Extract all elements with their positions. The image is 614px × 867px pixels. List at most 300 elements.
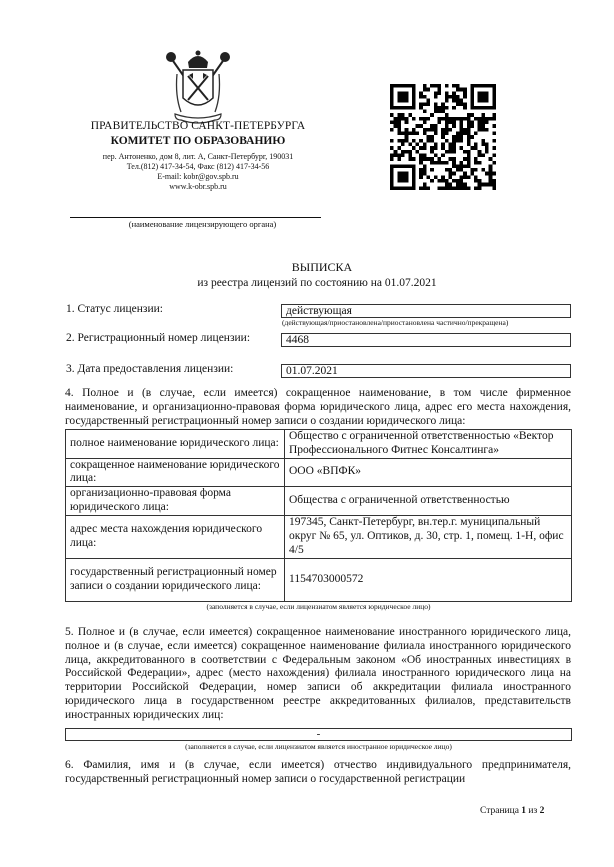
registration-number-value: 4468 [281, 333, 571, 347]
section-4-text: 4. Полное и (в случае, если имеется) сокращенное наименование, в том числе фирменное наименование, и организационно-правовая форма юридического лица, адрес его места нахождения, государственный регистрационный номер записи о создании юридического лица: [65, 387, 571, 427]
qr-module [456, 168, 460, 172]
qr-module [456, 102, 460, 106]
qr-module [405, 172, 409, 176]
qr-module [412, 132, 416, 136]
qr-module [430, 179, 434, 183]
qr-module [408, 157, 412, 161]
qr-module [430, 161, 434, 165]
qr-module [467, 128, 471, 132]
qr-module [412, 91, 416, 95]
qr-module [478, 183, 482, 187]
qr-module [489, 175, 493, 179]
qr-module [456, 88, 460, 92]
qr-module [401, 172, 405, 176]
qr-module [405, 121, 409, 125]
qr-module [390, 91, 394, 95]
qr-module [434, 110, 438, 114]
qr-module [474, 84, 478, 88]
qr-module [441, 186, 445, 190]
qr-module [478, 128, 482, 132]
qr-module [397, 84, 401, 88]
qr-module [489, 117, 493, 121]
qr-module [456, 132, 460, 136]
email: E-mail: kobr@gov.spb.ru [157, 172, 239, 181]
qr-module [390, 121, 394, 125]
qr-module [405, 117, 409, 121]
qr-module [445, 95, 449, 99]
qr-module [489, 172, 493, 176]
qr-module [441, 175, 445, 179]
qr-module [441, 117, 445, 121]
qr-module [463, 164, 467, 168]
qr-module [401, 132, 405, 136]
qr-module [448, 117, 452, 121]
licensing-authority-block [60, 120, 336, 192]
qr-module [445, 113, 449, 117]
qr-module [427, 175, 431, 179]
qr-module [467, 150, 471, 154]
qr-module [419, 117, 423, 121]
qr-module [441, 161, 445, 165]
qr-module [405, 91, 409, 95]
qr-module [397, 106, 401, 110]
qr-module [434, 102, 438, 106]
qr-module [423, 117, 427, 121]
qr-module [474, 168, 478, 172]
qr-module [485, 117, 489, 121]
qr-module [394, 106, 398, 110]
qr-module [492, 113, 496, 117]
qr-module [452, 142, 456, 146]
qr-module [423, 88, 427, 92]
qr-module [434, 146, 438, 150]
qr-module [445, 183, 449, 187]
qr-module [478, 106, 482, 110]
qr-module [485, 99, 489, 103]
qr-module [492, 153, 496, 157]
qr-module [481, 106, 485, 110]
qr-module [463, 106, 467, 110]
qr-module [470, 121, 474, 125]
qr-module [419, 139, 423, 143]
qr-module [412, 84, 416, 88]
license-date-value: 01.07.2021 [281, 364, 571, 378]
qr-module [412, 186, 416, 190]
qr-module [459, 99, 463, 103]
qr-module [390, 186, 394, 190]
qr-module [459, 186, 463, 190]
qr-module [397, 91, 401, 95]
qr-module [467, 142, 471, 146]
qr-module [459, 164, 463, 168]
qr-module [441, 132, 445, 136]
qr-module [390, 84, 394, 88]
qr-module [452, 135, 456, 139]
qr-module [470, 124, 474, 128]
table-row [66, 430, 572, 459]
qr-module [423, 146, 427, 150]
qr-module [419, 124, 423, 128]
qr-module [394, 84, 398, 88]
qr-module [452, 91, 456, 95]
qr-module [489, 179, 493, 183]
qr-module [485, 84, 489, 88]
qr-module [478, 161, 482, 165]
qr-module [434, 106, 438, 110]
qr-module [492, 84, 496, 88]
qr-module [423, 157, 427, 161]
qr-module [390, 99, 394, 103]
qr-module [394, 164, 398, 168]
qr-module [474, 132, 478, 136]
qr-module [456, 186, 460, 190]
qr-module [412, 95, 416, 99]
qr-module [441, 106, 445, 110]
qr-module [470, 113, 474, 117]
qr-module [445, 84, 449, 88]
qr-module [401, 153, 405, 157]
qr-module [390, 172, 394, 176]
qr-module [463, 88, 467, 92]
qr-module [470, 88, 474, 92]
qr-module [408, 186, 412, 190]
qr-module [427, 186, 431, 190]
qr-module [390, 164, 394, 168]
qr-module [397, 153, 401, 157]
foreign-entity-value: - [65, 728, 572, 741]
qr-module [456, 95, 460, 99]
qr-module [474, 179, 478, 183]
section-4-caption: (заполняется в случае, если лицензиатом является юридическое лицо) [206, 602, 431, 611]
qr-module [452, 161, 456, 165]
ogrn-value: 1154703000572 [285, 558, 572, 601]
qr-module [408, 132, 412, 136]
qr-module [470, 172, 474, 176]
qr-module [492, 186, 496, 190]
qr-module [441, 179, 445, 183]
qr-module [470, 168, 474, 172]
qr-module [452, 84, 456, 88]
qr-module [478, 95, 482, 99]
qr-module [419, 172, 423, 176]
qr-module [441, 128, 445, 132]
saint-petersburg-coat-of-arms-icon [163, 48, 233, 126]
qr-module [390, 183, 394, 187]
qr-module [485, 183, 489, 187]
qr-module [427, 128, 431, 132]
qr-module [423, 102, 427, 106]
qr-module [438, 161, 442, 165]
qr-module [430, 124, 434, 128]
qr-module [474, 106, 478, 110]
qr-module [470, 95, 474, 99]
qr-module [485, 150, 489, 154]
qr-module [448, 146, 452, 150]
qr-module [448, 175, 452, 179]
qr-module [492, 183, 496, 187]
qr-module [445, 179, 449, 183]
qr-module [438, 110, 442, 114]
qr-module [390, 139, 394, 143]
qr-module [408, 142, 412, 146]
qr-module [438, 88, 442, 92]
qr-module [419, 161, 423, 165]
government-name: ПРАВИТЕЛЬСТВО САНКТ-ПЕТЕРБУРГА [90, 120, 306, 132]
qr-module [445, 124, 449, 128]
qr-module [492, 124, 496, 128]
qr-module [463, 183, 467, 187]
qr-module [452, 172, 456, 176]
qr-module [456, 183, 460, 187]
qr-module [397, 99, 401, 103]
qr-module [434, 95, 438, 99]
qr-module [452, 99, 456, 103]
qr-module [423, 84, 427, 88]
license-status-value: действующая [281, 304, 571, 318]
table-row [66, 458, 572, 487]
qr-module [438, 157, 442, 161]
qr-module [401, 113, 405, 117]
qr-module [397, 128, 401, 132]
qr-module [401, 179, 405, 183]
qr-module [478, 150, 482, 154]
qr-module [423, 121, 427, 125]
qr-module [492, 132, 496, 136]
qr-module [427, 139, 431, 143]
qr-module [463, 175, 467, 179]
qr-module [423, 153, 427, 157]
qr-module [448, 121, 452, 125]
qr-module [441, 102, 445, 106]
section-6-text: 6. Фамилия, имя и (в случае, если имеется) отчество индивидуального предпринимателя, государственный регистрационный номер записи о государственной регистрации [65, 759, 571, 785]
qr-module [448, 172, 452, 176]
qr-module [412, 88, 416, 92]
qr-module [452, 186, 456, 190]
qr-module [423, 128, 427, 132]
table-row [66, 558, 572, 601]
qr-module [397, 175, 401, 179]
qr-module [463, 150, 467, 154]
qr-module [448, 128, 452, 132]
qr-module [412, 172, 416, 176]
qr-module [405, 139, 409, 143]
document-subtitle: из реестра лицензий по состоянию на 01.07.2021 [197, 277, 437, 289]
qr-module [401, 117, 405, 121]
qr-module [474, 117, 478, 121]
legal-form-value: Общества с ограниченной ответственностью [285, 487, 572, 516]
qr-module [456, 99, 460, 103]
qr-module [427, 135, 431, 139]
qr-module [481, 124, 485, 128]
qr-module [405, 128, 409, 132]
phone-fax: Тел.(812) 417-34-54, Факс (812) 417-34-56 [126, 162, 270, 171]
address-value: 197345, Санкт-Петербург, вн.тер.г. муниципальный округ № 65, ул. Оптиков, д. 30, стр. 1, помещ. 1-Н, офис 4/5 [285, 515, 572, 558]
qr-module [438, 91, 442, 95]
qr-module [423, 142, 427, 146]
qr-module [438, 117, 442, 121]
qr-module [390, 175, 394, 179]
qr-module [430, 139, 434, 143]
qr-module [467, 121, 471, 125]
qr-module [397, 179, 401, 183]
qr-module [489, 106, 493, 110]
qr-module [448, 183, 452, 187]
qr-module [438, 84, 442, 88]
qr-module [412, 157, 416, 161]
qr-module [434, 124, 438, 128]
qr-module [394, 121, 398, 125]
qr-module [423, 172, 427, 176]
qr-module [481, 99, 485, 103]
qr-module [445, 186, 449, 190]
qr-module [459, 135, 463, 139]
qr-module [419, 106, 423, 110]
qr-module [412, 168, 416, 172]
qr-module [423, 168, 427, 172]
qr-module [467, 132, 471, 136]
qr-code-icon [390, 84, 496, 190]
qr-module [485, 146, 489, 150]
qr-module [401, 95, 405, 99]
qr-module [390, 157, 394, 161]
qr-module [481, 91, 485, 95]
qr-module [478, 124, 482, 128]
qr-module [408, 153, 412, 157]
qr-module [416, 142, 420, 146]
qr-module [459, 124, 463, 128]
qr-module [467, 175, 471, 179]
qr-module [394, 153, 398, 157]
qr-module [394, 117, 398, 121]
qr-module [456, 84, 460, 88]
qr-module [459, 139, 463, 143]
qr-module [481, 84, 485, 88]
qr-module [478, 84, 482, 88]
qr-module [405, 150, 409, 154]
qr-module [419, 153, 423, 157]
qr-module [390, 102, 394, 106]
qr-module [408, 150, 412, 154]
table-row [66, 515, 572, 558]
qr-module [452, 179, 456, 183]
qr-module [481, 113, 485, 117]
qr-module [463, 132, 467, 136]
qr-module [430, 146, 434, 150]
qr-module [492, 117, 496, 121]
license-status-hint: (действующая/приостановлена/приостановлена частично/прекращена) [282, 318, 509, 327]
full-name-key: полное наименование юридического лица: [66, 430, 285, 459]
qr-module [419, 146, 423, 150]
qr-module [394, 186, 398, 190]
page-prefix: Страница [480, 806, 522, 816]
qr-module [448, 95, 452, 99]
qr-module [390, 95, 394, 99]
qr-module [459, 117, 463, 121]
qr-module [492, 179, 496, 183]
qr-module [397, 121, 401, 125]
qr-module [459, 102, 463, 106]
qr-module [459, 132, 463, 136]
qr-module [397, 172, 401, 176]
qr-module [427, 102, 431, 106]
qr-module [448, 157, 452, 161]
qr-module [467, 153, 471, 157]
qr-module [445, 106, 449, 110]
qr-module [452, 106, 456, 110]
qr-module [485, 91, 489, 95]
qr-module [438, 121, 442, 125]
qr-module [489, 168, 493, 172]
qr-module [405, 175, 409, 179]
qr-module [412, 102, 416, 106]
qr-module [485, 95, 489, 99]
qr-module [434, 153, 438, 157]
qr-module [492, 95, 496, 99]
qr-module [397, 146, 401, 150]
qr-module [459, 146, 463, 150]
qr-module [463, 102, 467, 106]
qr-module [423, 186, 427, 190]
qr-module [419, 186, 423, 190]
qr-module [481, 139, 485, 143]
qr-module [467, 117, 471, 121]
qr-module [397, 132, 401, 136]
qr-module [401, 186, 405, 190]
qr-module [434, 128, 438, 132]
qr-module [463, 157, 467, 161]
qr-module [470, 99, 474, 103]
qr-module [441, 135, 445, 139]
section-5-caption: (заполняется в случае, если лицензиатом является иностранное юридическое лицо) [185, 742, 452, 751]
qr-module [452, 157, 456, 161]
address-key: адрес места нахождения юридического лица: [66, 515, 285, 558]
qr-module [430, 150, 434, 154]
qr-module [459, 179, 463, 183]
qr-module [470, 91, 474, 95]
qr-module [438, 179, 442, 183]
qr-module [474, 161, 478, 165]
license-date-label: 3. Дата предоставления лицензии: [66, 363, 234, 375]
qr-module [445, 99, 449, 103]
qr-module [408, 164, 412, 168]
qr-module [445, 121, 449, 125]
qr-module [459, 168, 463, 172]
qr-module [401, 139, 405, 143]
qr-module [441, 153, 445, 157]
qr-module [405, 186, 409, 190]
qr-module [397, 95, 401, 99]
qr-module [452, 150, 456, 154]
qr-module [438, 106, 442, 110]
ogrn-key: государственный регистрационный номер записи о создании юридического лица: [66, 558, 285, 601]
qr-module [445, 91, 449, 95]
short-name-key: сокращенное наименование юридического лица: [66, 458, 285, 487]
qr-module [423, 132, 427, 136]
qr-module [423, 110, 427, 114]
authority-underline [70, 217, 321, 218]
qr-module [478, 153, 482, 157]
qr-module [405, 95, 409, 99]
qr-module [474, 146, 478, 150]
qr-module [481, 128, 485, 132]
qr-module [452, 139, 456, 143]
qr-module [456, 164, 460, 168]
qr-module [401, 99, 405, 103]
qr-module [445, 139, 449, 143]
qr-module [448, 150, 452, 154]
qr-module [463, 91, 467, 95]
qr-module [456, 135, 460, 139]
